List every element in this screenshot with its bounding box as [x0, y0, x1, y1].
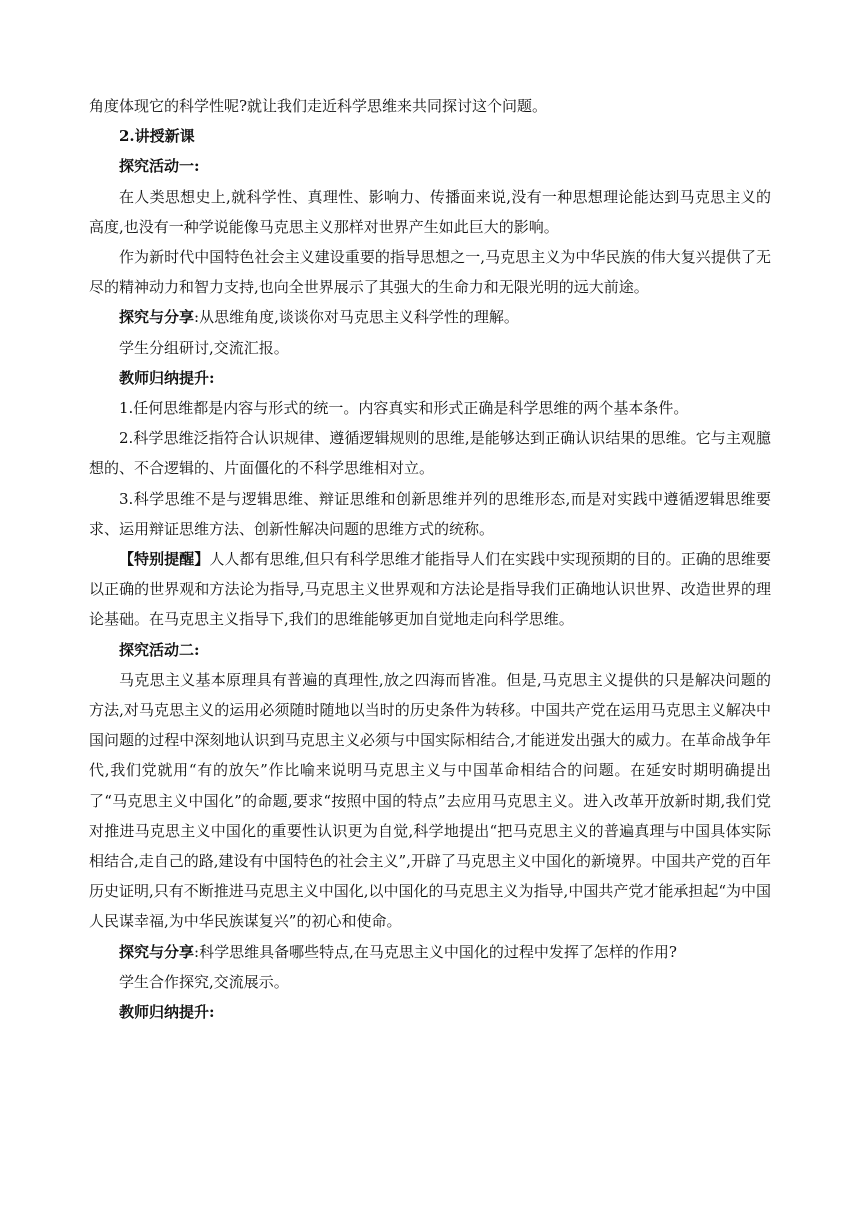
section-heading-new-lesson: 2.讲授新课 [119, 127, 195, 146]
activity-two-heading: 探究活动二: [119, 640, 200, 659]
explore-share-1 [89, 302, 771, 332]
teacher-summary-heading-2: 教师归纳提升: [119, 1003, 215, 1022]
student-activity-2: 学生合作探究,交流展示。 [119, 972, 289, 991]
special-reminder-label: 【特别提醒】 [119, 550, 210, 569]
student-activity-1: 学生分组研讨,交流汇报。 [119, 338, 289, 357]
summary-point-1: 1.任何思维都是内容与形式的统一。内容真实和形式正确是科学思维的两个基本条件。 [119, 399, 689, 418]
activity-one-heading: 探究活动一: [119, 157, 200, 176]
explore-share-2 [89, 937, 771, 967]
activity-one-paragraph-1: 在人类思想史上,就科学性、真理性、影响力、传播面来说,没有一种思想理论能达到马克思主义的高度,也没有一种学说能像马克思主义那样对世界产生如此巨大的影响。 [89, 187, 771, 236]
explore-share-text: :科学思维具备哪些特点,在马克思主义中国化的过程中发挥了怎样的作用? [194, 942, 677, 961]
activity-two-paragraph: 马克思主义基本原理具有普遍的真理性,放之四海而皆准。但是,马克思主义提供的只是解决问题的方法,对马克思主义的运用必须随时随地以当时的历史条件为转移。中国共产党在运用马克思主义解决中国问题的过程中深刻地认识到马克思主义必须与中国实际相结合,才能迸发出强大的威力。在革命战争年代,我们党就用“有的放矢”作比喻来说明马克思主义与中国革命相结合的问题。在延安时期明确提出了“马克思主义中国化”的命题,要求“按照中国的特点”去应用马克思主义。进入改革开放新时期,我们党对推进马克思主义中国化的重要性认识更为自觉,科学地提出“把马克思主义的普遍真理与中国具体实际相结合,走自己的路,建设有中国特色的社会主义”,开辟了马克思主义中国化的新境界。中国共产党的百年历史证明,只有不断推进马克思主义中国化,以中国化的马克思主义为指导,中国共产党才能承担起“为中国人民谋幸福,为中华民族谋复兴”的初心和使命。 [89, 670, 771, 931]
activity-one-paragraph-2: 作为新时代中国特色社会主义建设重要的指导思想之一,马克思主义为中华民族的伟大复兴提供了无尽的精神动力和智力支持,也向全世界展示了其强大的生命力和无限光明的远大前途。 [89, 248, 771, 297]
document-page [89, 91, 771, 1027]
explore-share-label: 探究与分享 [119, 308, 195, 327]
special-reminder-text: 人人都有思维,但只有科学思维才能指导人们在实践中实现预期的目的。正确的思维要以正确的世界观和方法论为指导,马克思主义世界观和方法论是指导我们正确地认识世界、改造世界的理论基础。在马克思主义指导下,我们的思维能够更加自觉地走向科学思维。 [89, 550, 771, 629]
explore-share-text: :从思维角度,谈谈你对马克思主义科学性的理解。 [194, 308, 519, 327]
summary-point-3: 3.科学思维不是与逻辑思维、辩证思维和创新思维并列的思维形态,而是对实践中遵循逻辑思维要求、运用辩证思维方法、创新性解决问题的思维方式的统称。 [89, 489, 771, 538]
explore-share-label: 探究与分享 [119, 942, 195, 961]
special-reminder [89, 544, 771, 635]
summary-point-2: 2.科学思维泛指符合认识规律、遵循逻辑规则的思维,是能够达到正确认识结果的思维。它与主观臆想的、不合逻辑的、片面僵化的不科学思维相对立。 [89, 429, 771, 478]
paragraph-intro-continuation: 角度体现它的科学性呢?就让我们走近科学思维来共同探讨这个问题。 [89, 97, 548, 115]
teacher-summary-heading-1: 教师归纳提升: [119, 368, 215, 387]
